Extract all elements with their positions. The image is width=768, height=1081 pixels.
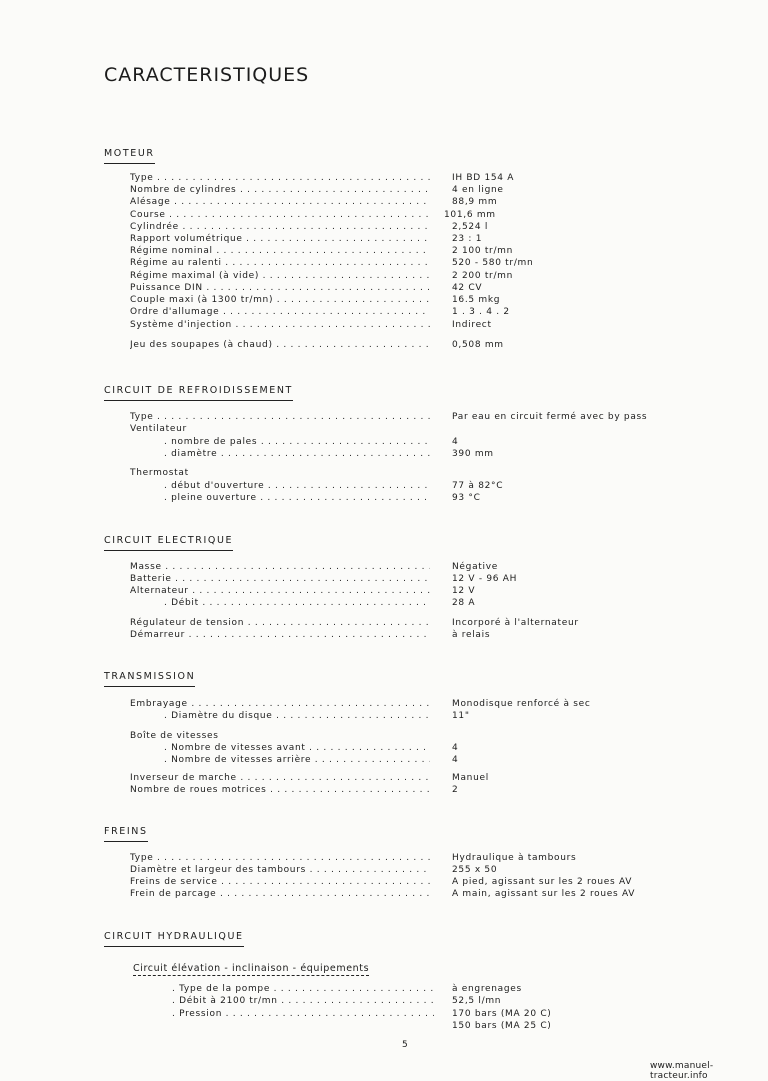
spec-value: Manuel [452, 773, 489, 783]
spec-label: . pleine ouverture . . . [164, 492, 430, 504]
spec-value: 2 100 tr/mn [452, 246, 514, 256]
spec-row [130, 436, 690, 448]
spec-value: Incorporé à l'alternateur [452, 618, 579, 628]
spec-label: Embrayage . . . [130, 698, 430, 710]
spec-value: à engrenages [452, 984, 522, 994]
spec-label: Alternateur . . . [130, 585, 430, 597]
spec-value: 2 [452, 785, 459, 795]
spec-label: Masse . . . [130, 561, 430, 573]
spec-label: Type . . . [130, 172, 430, 184]
spec-label: Ordre d'allumage . . . [130, 306, 430, 318]
spec-label: Alésage . . . [130, 196, 430, 208]
spec-value: Indirect [452, 320, 492, 330]
spec-row [130, 698, 690, 710]
spec-value: 77 à 82°C [452, 481, 504, 491]
spec-row [130, 270, 690, 282]
spec-value: 42 CV [452, 283, 483, 293]
spec-label: Jeu des soupapes (à chaud) . . . [130, 339, 430, 351]
spec-value: 88,9 mm [452, 197, 498, 207]
spec-row [130, 561, 690, 573]
spec-row [130, 306, 690, 318]
spec-row [130, 339, 690, 351]
spec-row [130, 573, 690, 585]
spec-value: 101,6 mm [444, 210, 496, 220]
spec-row [130, 257, 690, 269]
spec-label: Cylindrée . . . [130, 221, 430, 233]
spec-label: Système d'injection . . . [130, 319, 430, 331]
spec-value: 12 V - 96 AH [452, 574, 518, 584]
spec-row [130, 172, 690, 184]
spec-label: . début d'ouverture . . . [164, 480, 430, 492]
spec-label: Démarreur . . . [130, 629, 430, 641]
spec-label: . diamètre . . . [164, 448, 430, 460]
spec-label: Régime au ralenti . . . [130, 257, 430, 269]
spec-row [130, 710, 690, 722]
spec-label: . Pression . . . [172, 1008, 434, 1020]
spec-row [130, 282, 690, 294]
spec-row [130, 411, 690, 423]
spec-row [130, 294, 690, 306]
ventilateur-label: Ventilateur [130, 424, 187, 434]
boite-label: Boîte de vitesses [130, 731, 219, 741]
spec-row [130, 864, 690, 876]
section-title-hydraulique: CIRCUIT HYDRAULIQUE [104, 931, 244, 947]
spec-value: Monodisque renforcé à sec [452, 699, 591, 709]
spec-row [130, 492, 690, 504]
spec-value: 2,524 l [452, 222, 489, 232]
spec-label: Régulateur de tension . . . [130, 617, 430, 629]
spec-label: Nombre de cylindres . . . [130, 184, 430, 196]
subsection-title: Circuit élévation - inclinaison - équipements [133, 963, 370, 974]
spec-value: Négative [452, 562, 498, 572]
section-title-freins: FREINS [104, 826, 148, 842]
spec-value: 16.5 mkg [452, 295, 501, 305]
spec-value: 2 200 tr/mn [452, 271, 514, 281]
spec-row [130, 888, 690, 900]
spec-row [130, 245, 690, 257]
spec-label: Régime maximal (à vide) . . . [130, 270, 430, 282]
spec-value: Par eau en circuit fermé avec by pass [452, 412, 648, 422]
spec-label: Type . . . [130, 411, 430, 423]
spec-row [130, 209, 690, 221]
spec-value: 4 [452, 743, 459, 753]
spec-value: 4 en ligne [452, 185, 504, 195]
spec-label: Rapport volumétrique . . . [130, 233, 430, 245]
spec-value: A pied, agissant sur les 2 roues AV [452, 877, 633, 887]
spec-value: 4 [452, 437, 459, 447]
spec-value: à relais [452, 630, 491, 640]
spec-row [130, 319, 690, 331]
spec-row [130, 617, 690, 629]
spec-label: . Nombre de vitesses arrière . . . [164, 754, 430, 766]
page-title: CARACTERISTIQUES [104, 64, 310, 86]
spec-value: 12 V [452, 586, 476, 596]
spec-label: . Débit à 2100 tr/mn . . . [172, 995, 434, 1007]
spec-label: . Nombre de vitesses avant . . . [164, 742, 430, 754]
spec-value: 93 °C [452, 493, 481, 503]
spec-row [130, 221, 690, 233]
spec-row [130, 585, 690, 597]
spec-label: Nombre de roues motrices . . . [130, 784, 430, 796]
spec-row [130, 784, 690, 796]
spec-value: IH BD 154 A [452, 173, 515, 183]
spec-value: 1 . 3 . 4 . 2 [452, 307, 510, 317]
spec-value: 170 bars (MA 20 C) [452, 1009, 552, 1019]
spec-row [130, 629, 690, 641]
section-title-transmission: TRANSMISSION [104, 671, 195, 687]
spec-label: Frein de parcage . . . [130, 888, 430, 900]
thermostat-label: Thermostat [130, 468, 189, 478]
spec-value: 255 x 50 [452, 865, 498, 875]
spec-row [130, 983, 690, 995]
spec-value: A main, agissant sur les 2 roues AV [452, 889, 636, 899]
spec-row [130, 233, 690, 245]
spec-row [130, 876, 690, 888]
spec-label: Type . . . [130, 852, 430, 864]
spec-row [130, 448, 690, 460]
spec-label: Batterie . . . [130, 573, 430, 585]
spec-row [130, 480, 690, 492]
spec-value: Hydraulique à tambours [452, 853, 577, 863]
spec-value: 520 - 580 tr/mn [452, 258, 534, 268]
spec-label: . nombre de pales . . . [164, 436, 430, 448]
spec-row [130, 772, 690, 784]
spec-label: . Diamètre du disque . . . [164, 710, 430, 722]
spec-value: 390 mm [452, 449, 494, 459]
spec-row [130, 597, 690, 609]
spec-label: Freins de service . . . [130, 876, 430, 888]
spec-row [130, 1020, 690, 1032]
spec-row [130, 1008, 690, 1020]
spec-row [130, 196, 690, 208]
spec-value: 52,5 l/mn [452, 996, 502, 1006]
spec-row [130, 852, 690, 864]
spec-row [130, 742, 690, 754]
spec-value: 150 bars (MA 25 C) [452, 1021, 552, 1031]
watermark: www.manuel-tracteur.info [650, 1061, 714, 1081]
section-title-electrique: CIRCUIT ELECTRIQUE [104, 535, 233, 551]
spec-label: Puissance DIN . . . [130, 282, 430, 294]
spec-label: Course . . . [130, 209, 430, 221]
spec-label: Couple maxi (à 1300 tr/mn) . . . [130, 294, 430, 306]
spec-value: 4 [452, 755, 459, 765]
spec-value: 28 A [452, 598, 476, 608]
spec-label: Diamètre et largeur des tambours . . . [130, 864, 430, 876]
spec-label: . Type de la pompe . . . [172, 983, 434, 995]
section-title-refroidissement: CIRCUIT DE REFROIDISSEMENT [104, 385, 293, 401]
spec-label: Régime nominal . . . [130, 245, 430, 257]
page-number: 5 [402, 1040, 408, 1050]
spec-row [130, 184, 690, 196]
spec-value: 0,508 mm [452, 340, 504, 350]
spec-row [130, 995, 690, 1007]
spec-value: 23 : 1 [452, 234, 483, 244]
section-title-moteur: MOTEUR [104, 148, 155, 164]
spec-label: Inverseur de marche . . . [130, 772, 430, 784]
spec-row [130, 754, 690, 766]
spec-label: . Débit . . . [164, 597, 430, 609]
spec-value: 11" [452, 711, 470, 721]
